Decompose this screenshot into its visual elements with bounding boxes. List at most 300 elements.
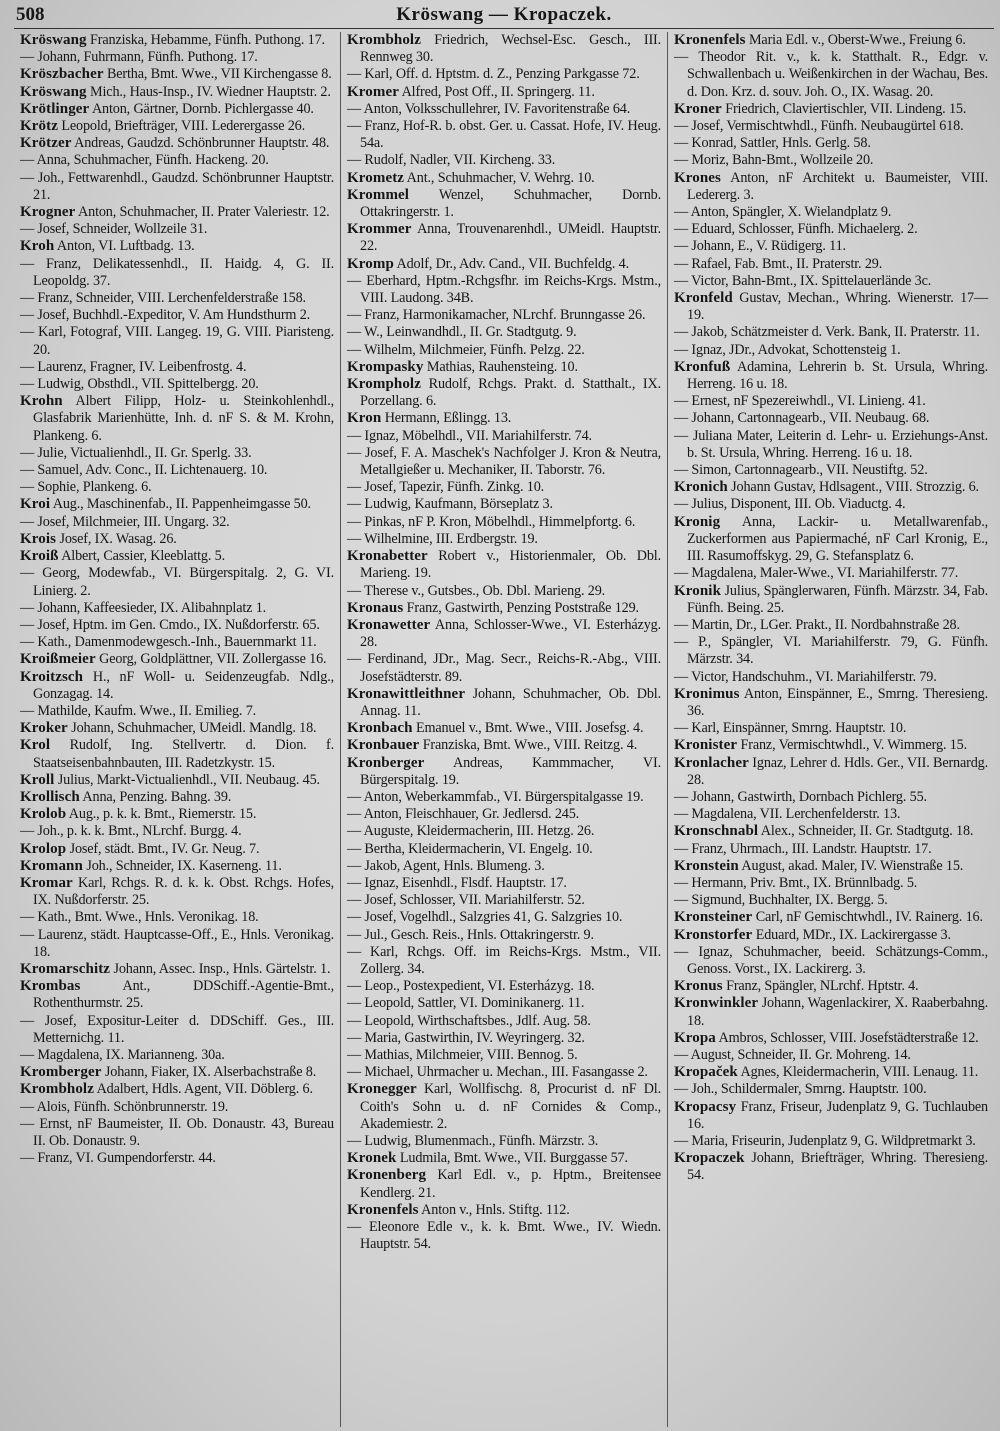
- entry-surname: Krommer: [347, 221, 412, 238]
- directory-entry: [347, 1030, 661, 1047]
- entry-surname: Kromberger: [20, 1064, 102, 1081]
- directory-entry: [347, 479, 661, 496]
- entry-details: Andreas, Gaudzd. Schönbrunner Hauptstr. 48.: [71, 135, 330, 152]
- directory-entry: [347, 1013, 661, 1030]
- entry-surname: Krompasky: [347, 358, 424, 375]
- entry-details: — Anton, Volksschullehrer, IV. Favoritenstraße 64.: [347, 100, 631, 117]
- entry-details: — Ferdinand, JDr., Mag. Secr., Reichs-R.-Abg., VIII. Josefstädterstr. 89.: [347, 651, 661, 685]
- entry-details: Maria Edl. v., Oberst-Wwe., Freiung 6.: [745, 32, 966, 48]
- entry-details: — Jakob, Schätzmeister d. Verk. Bank, II. Praterstr. 11.: [674, 324, 980, 341]
- entry-surname: Kropaček: [674, 1064, 738, 1081]
- directory-entry: [20, 669, 334, 703]
- directory-entry: [674, 995, 988, 1029]
- entry-surname: Kroll: [20, 771, 55, 788]
- directory-entry: [347, 152, 661, 169]
- entry-surname: Kronberger: [347, 754, 425, 771]
- entry-details: Joh., Schneider, IX. Kaserneng. 11.: [82, 857, 282, 874]
- entry-details: — Ignaz, Möbelhdl., VII. Mariahilferstr. 74.: [347, 427, 592, 444]
- entry-details: — Bertha, Kleidermacherin, VI. Engelg. 10.: [347, 840, 593, 857]
- directory-entry: [347, 1064, 661, 1081]
- directory-entry: [347, 995, 661, 1012]
- entry-details: — Georg, Modewfab., VI. Bürgerspitalg. 2, G. VI. Linierg. 2.: [20, 565, 334, 599]
- directory-entry: [20, 324, 334, 358]
- entry-details: — Joh., Schildermaler, Smrng. Hauptstr. 100.: [674, 1081, 927, 1098]
- entry-surname: Kroner: [674, 100, 722, 117]
- entry-details: — Eleonore Edle v., k. k. Bmt. Wwe., IV. Wiedn. Hauptstr. 54.: [347, 1219, 661, 1253]
- directory-entry: [20, 737, 334, 771]
- entry-details: — Johann, Fuhrmann, Fünfh. Puthong. 17.: [20, 49, 258, 66]
- directory-entry: [347, 548, 661, 582]
- entry-details: Hermann, Eßlingg. 13.: [381, 410, 512, 427]
- entry-surname: Krombas: [20, 978, 81, 995]
- directory-entry: [674, 755, 988, 789]
- directory-entry: [347, 927, 661, 944]
- directory-entry: [20, 238, 334, 255]
- directory-entry: [20, 462, 334, 479]
- directory-entry: [20, 531, 334, 548]
- entry-surname: Krol: [20, 737, 51, 754]
- directory-entry: [20, 703, 334, 720]
- directory-entry: [347, 66, 661, 83]
- entry-details: Leopold, Briefträger, VIII. Lederergasse 26.: [57, 118, 306, 135]
- directory-entry: [20, 909, 334, 926]
- entry-details: — Josef, Milchmeier, III. Ungarg. 32.: [20, 513, 230, 530]
- entry-surname: Kropacsy: [674, 1098, 737, 1115]
- entry-surname: Kronawittleithner: [347, 685, 466, 702]
- entry-details: — Franz, Harmonikamacher, NLrchf. Brunngasse 26.: [347, 307, 646, 324]
- entry-surname: Kronfuß: [674, 358, 731, 375]
- directory-entry: [347, 118, 661, 152]
- directory-entry: [347, 170, 661, 187]
- entry-surname: Krogner: [20, 204, 76, 221]
- directory-entry: [674, 978, 988, 995]
- directory-entry: [20, 152, 334, 169]
- entry-details: — Michael, Uhrmacher u. Mechan., III. Fasangasse 2.: [347, 1064, 648, 1081]
- entry-details: — Johann, Cartonnagearb., VII. Neubaug. 68.: [674, 410, 930, 427]
- directory-entry: [347, 892, 661, 909]
- directory-entry: [674, 324, 988, 341]
- entry-details: Julius, Spänglerwaren, Fünfh. Märzstr. 34, Fab. Fünfh. Being. 25.: [687, 582, 988, 616]
- entry-details: — W., Leinwandhdl., II. Gr. Stadtgutg. 9.: [347, 324, 577, 341]
- entry-details: — Josef, Vermischtwhdl., Fünfh. Neubaugürtel 618.: [674, 118, 964, 135]
- entry-details: Franziska, Hebamme, Fünfh. Puthong. 17.: [86, 32, 325, 48]
- directory-entry: [674, 892, 988, 909]
- entry-details: Adamina, Lehrerin b. St. Ursula, Whring. Herreng. 16 u. 18.: [687, 358, 988, 393]
- entry-details: — Kath., Bmt. Wwe., Hnls. Veronikag. 18.: [20, 909, 259, 926]
- entry-details: — Franz, VI. Gumpendorferstr. 44.: [20, 1150, 216, 1167]
- entry-details: — Hermann, Priv. Bmt., IX. Brünnlbadg. 5.: [674, 874, 918, 891]
- entry-details: — Josef, Buchhdl.-Expeditor, V. Am Hundsthurm 2.: [20, 307, 311, 324]
- entry-details: — Wilhelmine, III. Erdbergstr. 19.: [347, 530, 538, 547]
- entry-details: Robert v., Historienmaler, Ob. Dbl. Marieng. 19.: [360, 548, 661, 582]
- directory-entry: [347, 617, 661, 651]
- page-number: 508: [16, 4, 45, 25]
- entry-details: Franz, Spängler, NLrchf. Hptstr. 4.: [722, 978, 919, 995]
- entry-details: — Josef, Schneider, Wollzeile 31.: [20, 221, 208, 238]
- entry-details: — Leop., Postexpedient, VI. Esterházyg. 18.: [347, 978, 595, 995]
- directory-entry: [347, 410, 661, 427]
- directory-entry: [347, 651, 661, 685]
- entry-details: Rudolf, Rchgs. Prakt. d. Statthalt., IX. Porzellang. 6.: [360, 376, 661, 410]
- entry-details: — Ignaz, Schuhmacher, beeid. Schätzungs-Comm., Genoss. Vorst., IX. Lackirerg. 3.: [674, 943, 988, 977]
- entry-details: Anton, VI. Luftbadg. 13.: [54, 238, 195, 255]
- directory-entry: [20, 84, 334, 101]
- directory-entry: [347, 1081, 661, 1133]
- entry-surname: Krones: [674, 169, 721, 186]
- entry-details: Karl, Wollfischg. 8, Procurist d. nF Dl. Coith's Sohn u. d. nF Cornides & Comp., Akademiestr. 2.: [360, 1081, 661, 1132]
- entry-details: — Alois, Fünfh. Schönbrunnerstr. 19.: [20, 1098, 229, 1115]
- entry-details: Anton, Einspänner, E., Smrng. Theresieng. 36.: [687, 685, 988, 719]
- entry-surname: Kroitzsch: [20, 668, 84, 685]
- directory-entry: [347, 806, 661, 823]
- entry-surname: Kronstorfer: [674, 926, 753, 943]
- entry-details: — Josef, Tapezir, Fünfh. Zinkg. 10.: [347, 479, 545, 496]
- entry-details: — Samuel, Adv. Conc., II. Lichtenauerg. 10.: [20, 462, 268, 479]
- directory-entry: [674, 393, 988, 410]
- entry-details: H., nF Woll- u. Seidenzeugfab. Ndlg., Gonzagag. 14.: [33, 668, 334, 702]
- entry-details: — Laurenz, Fragner, IV. Leibenfrostg. 4.: [20, 358, 247, 375]
- entry-details: — Karl, Off. d. Hptstm. d. Z., Penzing Parkgasse 72.: [347, 66, 640, 83]
- directory-entry: [674, 1047, 988, 1064]
- entry-details: — Therese v., Gutsbes., Ob. Dbl. Marieng. 29.: [347, 582, 606, 599]
- entry-surname: Kropa: [674, 1029, 716, 1046]
- entry-details: — Ludwig, Kaufmann, Börseplatz 3.: [347, 496, 553, 513]
- entry-details: — Victor, Handschuhm., VI. Mariahilferstr. 79.: [674, 668, 937, 685]
- directory-entry: [347, 737, 661, 754]
- entry-details: — Mathias, Milchmeier, VIII. Bennog. 5.: [347, 1046, 578, 1063]
- entry-details: — Laurenz, städt. Hauptcasse-Off., E., Hnls. Veronikag. 18.: [20, 926, 334, 960]
- directory-entry: [20, 1013, 334, 1047]
- directory-entry: [347, 1219, 661, 1253]
- directory-entry: [347, 823, 661, 840]
- entry-surname: Kronbach: [347, 720, 413, 737]
- entry-details: Alex., Schneider, II. Gr. Stadtgutg. 18.: [758, 823, 974, 840]
- directory-entry: [674, 720, 988, 737]
- entry-surname: Krollisch: [20, 788, 80, 805]
- entry-details: — Jakob, Agent, Hnls. Blumeng. 3.: [347, 857, 545, 874]
- entry-surname: Kronenfels: [674, 32, 746, 48]
- entry-surname: Kröswang: [20, 83, 87, 100]
- entry-details: — Leopold, Sattler, VI. Dominikanerg. 11.: [347, 995, 585, 1012]
- directory-entry: [20, 256, 334, 290]
- directory-entry: [20, 49, 334, 66]
- directory-entry: [674, 1030, 988, 1047]
- directory-entry: [20, 1099, 334, 1116]
- entry-details: — Martin, Dr., LGer. Prakt., II. Nordbahnstraße 28.: [674, 616, 960, 633]
- entry-details: Josef, städt. Bmt., IV. Gr. Neug. 7.: [66, 840, 260, 857]
- entry-details: — Pinkas, nF P. Kron, Möbelhdl., Himmelpfortg. 6.: [347, 513, 636, 530]
- directory-entry: [674, 927, 988, 944]
- column-1: [14, 32, 341, 1427]
- entry-details: — Julius, Disponent, III. Ob. Viaductg. 4.: [674, 496, 906, 513]
- directory-entry: [347, 1150, 661, 1167]
- entry-details: Friedrich, Claviertischler, VII. Lindeng. 15.: [721, 100, 967, 117]
- entry-details: Anna, Lackir- u. Metallwarenfab., Zuckerformen aus Papiermaché, nF Carl Kronig, E., III. Rasumoffskyg. 29, G. Stefansplatz 6.: [687, 513, 988, 565]
- directory-entry: [674, 634, 988, 668]
- directory-entry: [347, 342, 661, 359]
- directory-entry: [20, 1081, 334, 1098]
- entry-surname: Kroiß: [20, 548, 59, 565]
- directory-entry: [347, 307, 661, 324]
- entry-surname: Kromarschitz: [20, 960, 111, 977]
- directory-entry: [674, 1081, 988, 1098]
- entry-details: — Konrad, Sattler, Hnls. Gerlg. 58.: [674, 135, 871, 152]
- entry-details: — Franz, Uhrmach., III. Landstr. Hauptstr. 17.: [674, 840, 932, 857]
- directory-entry: [347, 428, 661, 445]
- entry-details: — Juliana Mater, Leiterin d. Lehr- u. Erziehungs-Anst. b. St. Ursula, Whring. Herreng. 16 u. 18.: [674, 427, 988, 461]
- directory-entry: [20, 600, 334, 617]
- entry-details: — Karl, Fotograf, VIII. Langeg. 19, G. VIII. Piaristeng. 20.: [20, 324, 334, 358]
- column-2: [341, 32, 668, 1427]
- entry-details: — Sophie, Plankeng. 6.: [20, 479, 152, 496]
- entry-details: Johann, Wagenlackirer, X. Raaberbahng. 18.: [687, 995, 988, 1029]
- entry-details: — Theodor Rit. v., k. k. Statthalt. R., Edgr. v. Schwallenbach u. Weißenkirchen in der Wachau, Bes. d. Don. Krz. d. souv. Joh. O., IX. Wasag. 20.: [674, 49, 988, 100]
- entry-details: — Josef, Schlosser, VII. Mariahilferstr. 52.: [347, 892, 585, 909]
- entry-details: — Johann, E., V. Rüdigerg. 11.: [674, 238, 846, 255]
- entry-surname: Krötlinger: [20, 100, 90, 117]
- entry-details: — Kath., Damenmodewgesch.-Inh., Bauernmarkt 11.: [20, 634, 317, 651]
- entry-details: — Magdalena, VII. Lerchenfelderstr. 13.: [674, 806, 901, 823]
- directory-entry: [347, 376, 661, 410]
- directory-entry: [674, 496, 988, 513]
- directory-entry: [674, 1133, 988, 1150]
- entry-details: Ant., DDSchiff.-Agentie-Bmt., Rothenthurmstr. 25.: [33, 978, 334, 1012]
- directory-entry: [20, 617, 334, 634]
- entry-surname: Kroißmeier: [20, 651, 96, 668]
- directory-entry: [347, 686, 661, 720]
- directory-entry: [20, 101, 334, 118]
- entry-details: Johann, Briefträger, Whring. Theresieng. 54.: [687, 1150, 988, 1184]
- entry-details: Alfred, Post Off., II. Springerg. 11.: [398, 83, 595, 100]
- entry-surname: Kron: [347, 410, 382, 427]
- directory-entry: [674, 428, 988, 462]
- entry-surname: Krombholz: [20, 1081, 94, 1098]
- directory-entry: [674, 583, 988, 617]
- directory-entry: [674, 238, 988, 255]
- directory-entry: [20, 135, 334, 152]
- directory-entry: [674, 204, 988, 221]
- directory-entry: [347, 496, 661, 513]
- entry-details: Franz, Gastwirth, Penzing Poststraße 129.: [403, 599, 639, 616]
- entry-surname: Kronwinkler: [674, 995, 759, 1012]
- entry-surname: Kronenfels: [347, 1201, 419, 1218]
- entry-details: — Josef, F. A. Maschek's Nachfolger J. Kron & Neutra, Metallgießer u. Mechaniker, II. Taborstr. 76.: [347, 444, 661, 479]
- directory-entry: [20, 514, 334, 531]
- directory-entry: [20, 875, 334, 909]
- directory-entry: [674, 565, 988, 582]
- directory-entry: [674, 617, 988, 634]
- entry-details: — Auguste, Kleidermacherin, III. Hetzg. 26.: [347, 823, 595, 840]
- entry-surname: Krötz: [20, 118, 58, 135]
- entry-details: — Maria, Friseurin, Judenplatz 9, G. Wildpretmarkt 3.: [674, 1133, 976, 1149]
- entry-surname: Krometz: [347, 169, 405, 186]
- directory-entry: [674, 1064, 988, 1081]
- entry-details: — Joh., p. k. k. Bmt., NLrchf. Burgg. 4.: [20, 823, 242, 840]
- entry-details: — Simon, Cartonnagearb., VII. Neustiftg. 52.: [674, 462, 928, 479]
- directory-entry: [20, 841, 334, 858]
- directory-entry: [674, 737, 988, 754]
- entry-details: Adolf, Dr., Adv. Cand., VII. Buchfeldg. 4.: [393, 255, 630, 272]
- directory-entry: [347, 858, 661, 875]
- directory-entry: [674, 858, 988, 875]
- entry-details: Anton, nF Architekt u. Baumeister, VIII. Ledererg. 3.: [687, 169, 988, 203]
- entry-details: Friedrich, Wechsel-Esc. Gesch., III. Rennweg 30.: [360, 32, 661, 66]
- page-header: [14, 4, 994, 29]
- directory-entry: [347, 324, 661, 341]
- entry-surname: Krois: [20, 530, 57, 547]
- directory-entry: [20, 170, 334, 204]
- directory-entry: [674, 49, 988, 101]
- entry-surname: Kronenberg: [347, 1167, 427, 1184]
- directory-entry: [20, 1064, 334, 1081]
- entry-details: Ludmila, Bmt. Wwe., VII. Burggasse 57.: [396, 1150, 628, 1167]
- directory-entry: [674, 152, 988, 169]
- directory-entry: [674, 359, 988, 393]
- entry-details: — Josef, Expositur-Leiter d. DDSchiff. Ges., III. Metternichg. 11.: [20, 1012, 334, 1046]
- directory-entry: [347, 789, 661, 806]
- directory-entry: [20, 634, 334, 651]
- entry-details: — Moriz, Bahn-Bmt., Wollzeile 20.: [674, 152, 874, 169]
- directory-entry: [674, 841, 988, 858]
- entry-details: Anton, Gärtner, Dornb. Pichlergasse 40.: [89, 100, 314, 117]
- directory-entry: [20, 479, 334, 496]
- entry-details: Mich., Haus-Insp., IV. Wiedner Hauptstr. 2.: [86, 83, 331, 100]
- entry-details: — Joh., Fettwarenhdl., Gaudzd. Schönbrunner Hauptstr. 21.: [20, 169, 334, 203]
- directory-entry: [674, 1099, 988, 1133]
- directory-entry: [674, 1150, 988, 1184]
- entry-surname: Kronaus: [347, 599, 404, 616]
- entry-details: Wenzel, Schuhmacher, Dornb. Ottakringerstr. 1.: [360, 186, 661, 221]
- entry-details: — August, Schneider, II. Gr. Mohreng. 14.: [674, 1046, 911, 1063]
- entry-details: Albert Filipp, Holz- u. Steinkohlenhdl., Glasfabrik Marienhütte, Inh. d. nF S. & M. Krohn, Plankeng. 6.: [33, 393, 334, 444]
- directory-entry: [674, 170, 988, 204]
- entry-details: — Magdalena, Maler-Wwe., VI. Mariahilferstr. 77.: [674, 565, 959, 582]
- entry-surname: Kronschnabl: [674, 823, 759, 840]
- directory-entry: [674, 944, 988, 978]
- directory-entry: [20, 496, 334, 513]
- entry-details: — Sigmund, Buchhalter, IX. Bergg. 5.: [674, 892, 888, 909]
- directory-entry: [347, 1047, 661, 1064]
- directory-entry: [347, 583, 661, 600]
- directory-entry: [20, 307, 334, 324]
- column-3: [668, 32, 994, 1427]
- directory-entry: [674, 823, 988, 840]
- entry-details: Andreas, Kammmacher, VI. Bürgerspitalg. 19.: [360, 754, 661, 788]
- entry-details: Johann Gustav, Hdlsagent., VIII. Strozzig. 6.: [727, 479, 979, 496]
- entry-details: — Karl, Einspänner, Smrng. Hauptstr. 10.: [674, 720, 907, 737]
- entry-surname: Kroi: [20, 496, 51, 513]
- directory-entry: [674, 256, 988, 273]
- entry-surname: Krohn: [20, 393, 63, 410]
- entry-details: — Rudolf, Nadler, VII. Kircheng. 33.: [347, 152, 556, 169]
- directory-entry: [20, 772, 334, 789]
- directory-entry: [674, 669, 988, 686]
- entry-surname: Kroh: [20, 238, 55, 255]
- directory-entry: [674, 410, 988, 427]
- directory-entry: [20, 927, 334, 961]
- entry-details: Karl, Rchgs. R. d. k. k. Obst. Rchgs. Hofes, IX. Nußdorferstr. 25.: [33, 874, 334, 909]
- directory-entry: [347, 841, 661, 858]
- directory-entry: [674, 875, 988, 892]
- entry-details: Bertha, Bmt. Wwe., VII Kirchengasse 8.: [103, 66, 332, 83]
- directory-entry: [20, 789, 334, 806]
- entry-details: — Jul., Gesch. Reis., Hnls. Ottakringerstr. 9.: [347, 926, 594, 943]
- directory-entry: [20, 565, 334, 599]
- directory-entry: [347, 445, 661, 479]
- entry-surname: Kromp: [347, 255, 394, 272]
- entry-details: Anna, Trouvenarenhdl., UMeidl. Hauptstr. 22.: [360, 221, 661, 255]
- directory-entry: [347, 1167, 661, 1201]
- directory-entry: [674, 101, 988, 118]
- entry-details: — Anna, Schuhmacher, Fünfh. Hackeng. 20.: [20, 152, 269, 169]
- entry-details: — Julie, Victualienhdl., II. Gr. Sperlg. 33.: [20, 444, 252, 461]
- directory-entry: [674, 342, 988, 359]
- entry-surname: Kronfeld: [674, 290, 733, 307]
- directory-entry: [20, 118, 334, 135]
- entry-details: Anton, Schuhmacher, II. Prater Valeriestr. 12.: [75, 204, 330, 221]
- entry-details: Johann, Fiaker, IX. Alserbachstraße 8.: [101, 1064, 317, 1081]
- directory-entry: [347, 101, 661, 118]
- entry-details: Aug., Maschinenfab., II. Pappenheimgasse 50.: [50, 496, 311, 513]
- entry-surname: Kronbauer: [347, 737, 420, 754]
- entry-details: — Karl, Rchgs. Off. im Reichs-Krgs. Mstm., VII. Zollerg. 34.: [347, 943, 661, 977]
- entry-surname: Kröswang: [20, 32, 87, 48]
- directory-entry: [20, 359, 334, 376]
- entry-surname: Kropaczek: [674, 1150, 745, 1167]
- directory-entry: [347, 273, 661, 307]
- entry-details: Johann, Schuhmacher, UMeidl. Mandlg. 18.: [67, 720, 317, 737]
- entry-surname: Krötzer: [20, 135, 72, 152]
- entry-details: Mathias, Rauhensteing. 10.: [423, 358, 578, 375]
- entry-details: Ignaz, Lehrer d. Hdls. Ger., VII. Bernardg. 28.: [687, 754, 988, 788]
- entry-surname: Kröszbacher: [20, 66, 104, 83]
- entry-surname: Kronawetter: [347, 616, 431, 633]
- entry-details: Johann, Schuhmacher, Ob. Dbl. Annag. 11.: [360, 685, 661, 719]
- directory-entry: [347, 720, 661, 737]
- entry-details: August, akad. Maler, IV. Wienstraße 15.: [738, 857, 964, 874]
- directory-entry: [347, 875, 661, 892]
- directory-entry: [674, 789, 988, 806]
- directory-entry: [20, 651, 334, 668]
- directory-entry: [20, 720, 334, 737]
- entry-details: Josef, IX. Wasag. 26.: [56, 530, 177, 547]
- entry-details: Georg, Goldplättner, VII. Zollergasse 16.: [95, 651, 327, 668]
- entry-surname: Kronabetter: [347, 548, 428, 565]
- directory-entry: [347, 84, 661, 101]
- columns: [14, 32, 994, 1427]
- entry-details: Johann, Assec. Insp., Hnls. Gärtelstr. 1.: [110, 960, 331, 977]
- entry-details: — Eberhard, Hptm.-Rchgsfhr. im Reichs-Krgs. Mstm., VIII. Laudong. 34B.: [347, 272, 661, 307]
- entry-surname: Kronik: [674, 582, 722, 599]
- directory-entry: [20, 806, 334, 823]
- entry-details: — Anton, Weberkammfab., VI. Bürgerspitalgasse 19.: [347, 788, 644, 805]
- entry-details: — Maria, Gastwirthin, IV. Weyringerg. 32.: [347, 1029, 585, 1046]
- directory-entry: [347, 514, 661, 531]
- entry-surname: Kronsteiner: [674, 909, 753, 926]
- directory-entry: [347, 944, 661, 978]
- entry-details: Eduard, MDr., IX. Lackirergasse 3.: [752, 926, 951, 943]
- directory-entry: [347, 1202, 661, 1219]
- entry-details: — Franz, Hof-R. b. obst. Ger. u. Cassat. Hofe, IV. Heug. 54a.: [347, 118, 661, 152]
- directory-entry: [20, 445, 334, 462]
- directory-entry: [674, 686, 988, 720]
- entry-details: — Rafael, Fab. Bmt., II. Praterstr. 29.: [674, 255, 883, 272]
- entry-details: Aug., p. k. k. Bmt., Riemerstr. 15.: [66, 806, 257, 823]
- entry-surname: Kronich: [674, 479, 728, 496]
- entry-details: — Victor, Bahn-Bmt., IX. Spittelauerlände 3c.: [674, 272, 932, 289]
- directory-entry: [20, 961, 334, 978]
- directory-entry: [20, 221, 334, 238]
